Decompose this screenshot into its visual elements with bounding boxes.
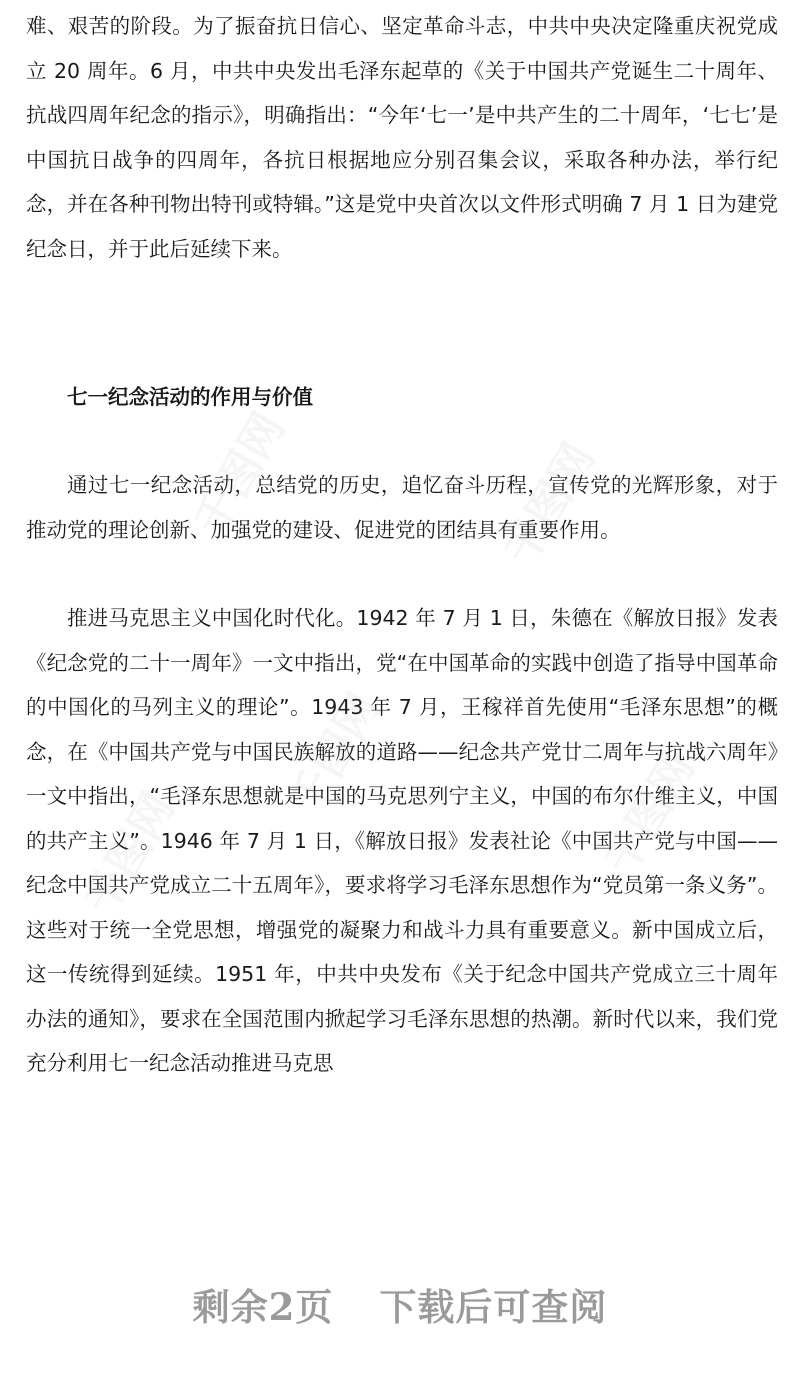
paragraph-3: 推进马克思主义中国化时代化。1942 年 7 月 1 日，朱德在《解放日报》发表《纪念党的二十一周年》一文中指出，党“在中国革命的实践中创造了指导中国革命的中国化的马列主义的理论”。1943 年 7 月，王稼祥首先使用“毛泽东思想”的概念，在《中国共产党与中国民族解放的道路——纪念共产党廿二周年与抗战六周年》一文中指出，“毛泽东思想就是中国的马克思列宁主义，中国的布尔什维主义，中国的共产主义”。1946 年 7 月 1 日，《解放日报》发表社论《中国共产党与中国——纪念中国共产党成立二十五周年》，要求将学习毛泽东思想作为“党员第一条义务”。这些对于统一全党思想，增强党的凝聚力和战斗力具有重要意义。新中国成立后，这一传统得到延续。1951 年，中共中央发布《关于纪念中国共产党成立三十周年办法的通知》，要求在全国范围内掀起学习毛泽东思想的热潮。新时代以来，我们党充分利用七一纪念活动推进马克思 xyxy=(26,606,778,1075)
download-prompt-text: 下载后可查阅 xyxy=(379,1285,608,1329)
watermark: 千图网 xyxy=(279,684,390,825)
remaining-pages-text: 剩余2页 xyxy=(192,1285,334,1329)
watermark: 千图网 xyxy=(74,784,185,925)
download-banner[interactable] xyxy=(0,1282,800,1332)
paragraph-1: 难、艰苦的阶段。为了振奋抗日信心、坚定革命斗志，中共中央决定隆重庆祝党成立 20 周年。6 月，中共中央发出毛泽东起草的《关于中国共产党诞生二十周年、抗战四周年纪念的指示》，明确指出：“今年‘七一’是中共产生的二十周年，‘七七’是中国抗日战争的四周年，各抗日根据地应分别召集会议，采取各种办法，举行纪念，并在各种刊物出特刊或特辑。”这是党中央首次以文件形式明确 7 月 1 日为建党纪念日，并于此后延续下来。 xyxy=(26,14,778,261)
paragraph-2: 通过七一纪念活动，总结党的历史，追忆奋斗历程，宣传党的光辉形象，对于推动党的理论创新、加强党的建设、促进党的团结具有重要作用。 xyxy=(26,473,778,542)
watermark: 千图网 xyxy=(494,434,605,575)
section-heading: 七一纪念活动的作用与价值 xyxy=(67,385,313,409)
watermark: 千图网 xyxy=(594,744,705,885)
watermark: 千图网 xyxy=(184,404,295,545)
